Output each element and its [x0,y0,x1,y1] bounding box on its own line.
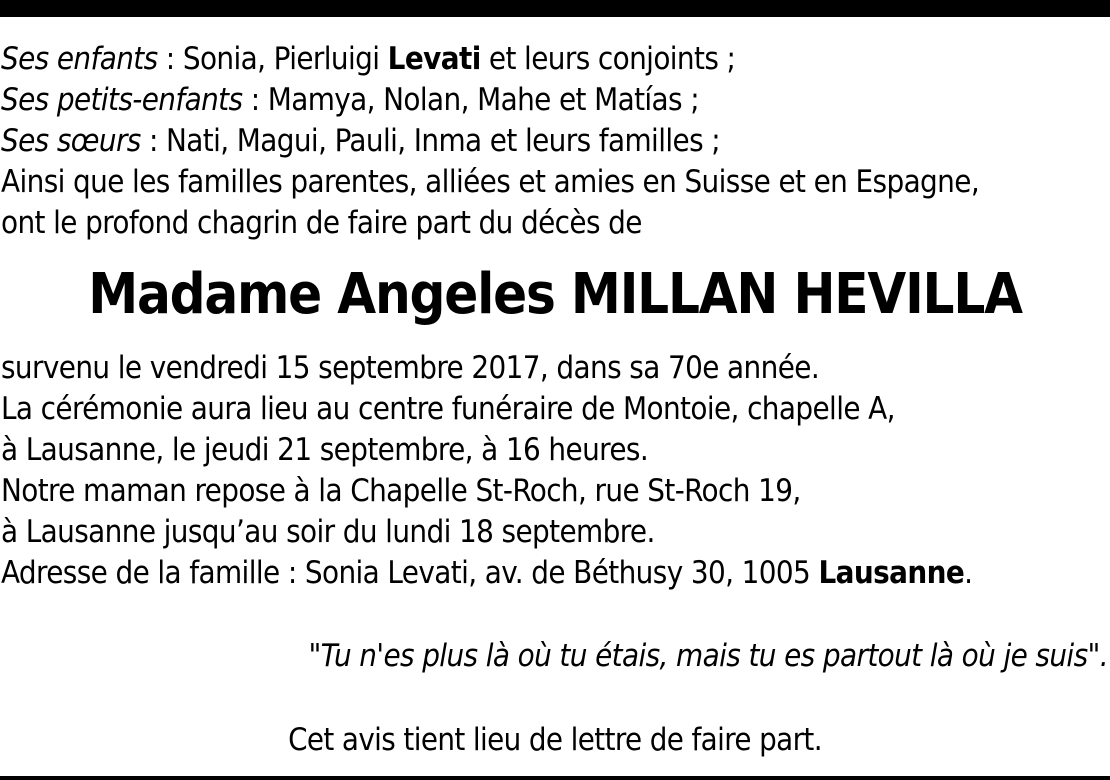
children-tail: et leurs conjoints ; [480,41,736,77]
death-date-line [1,348,819,388]
deceased-name: Madame Angeles MILLAN HEVILLA [88,262,1022,327]
address-end: . [964,555,973,591]
grandchildren-label: Ses petits-enfants [1,82,243,118]
ceremony-line-1 [1,389,895,429]
sisters-label: Ses sœurs [1,123,141,159]
closing-note: Cet avis tient lieu de lettre de faire part. [288,722,822,758]
ceremony-line-2 [1,430,648,470]
sisters-line [1,121,720,161]
grandchildren-names: : Mamya, Nolan, Mahe et Matías ; [242,82,700,118]
relatives-text: Ainsi que les familles parentes, alliées et amies en Suisse et en Espagne, [1,164,980,200]
children-names: : Sonia, Pierluigi [157,41,388,77]
rest-text-2: à Lausanne jusqu’au soir du lundi 18 septembre. [1,514,655,550]
memorial-quote: "Tu n'es plus là où tu étais, mais tu es partout là où je suis". [308,638,1108,674]
bottom-border-rule [0,776,1110,780]
address-city: Lausanne [818,555,965,591]
announcement-text: ont le profond chagrin de faire part du décès de [1,205,642,241]
sisters-names: : Nati, Magui, Pauli, Inma et leurs familles ; [140,123,721,159]
children-label: Ses enfants [1,41,158,77]
relatives-line [1,162,979,202]
rest-text-1: Notre maman repose à la Chapelle St-Roch, rue St-Roch 19, [1,473,801,509]
ceremony-text-2: à Lausanne, le jeudi 21 septembre, à 16 heures. [1,432,649,468]
family-address-line [1,553,972,593]
children-surname: Levati [387,41,481,77]
rest-line-2 [1,512,655,552]
top-border-rule [0,0,1110,17]
address-prefix: Adresse de la famille : Sonia Levati, av. de Béthusy 30, 1005 [1,555,819,591]
rest-line-1 [1,471,801,511]
ceremony-text-1: La cérémonie aura lieu au centre funéraire de Montoie, chapelle A, [1,391,895,427]
announcement-line [1,203,642,243]
death-date-text: survenu le vendredi 15 septembre 2017, dans sa 70e année. [1,350,820,386]
grandchildren-line [1,80,699,120]
children-line [1,39,735,79]
